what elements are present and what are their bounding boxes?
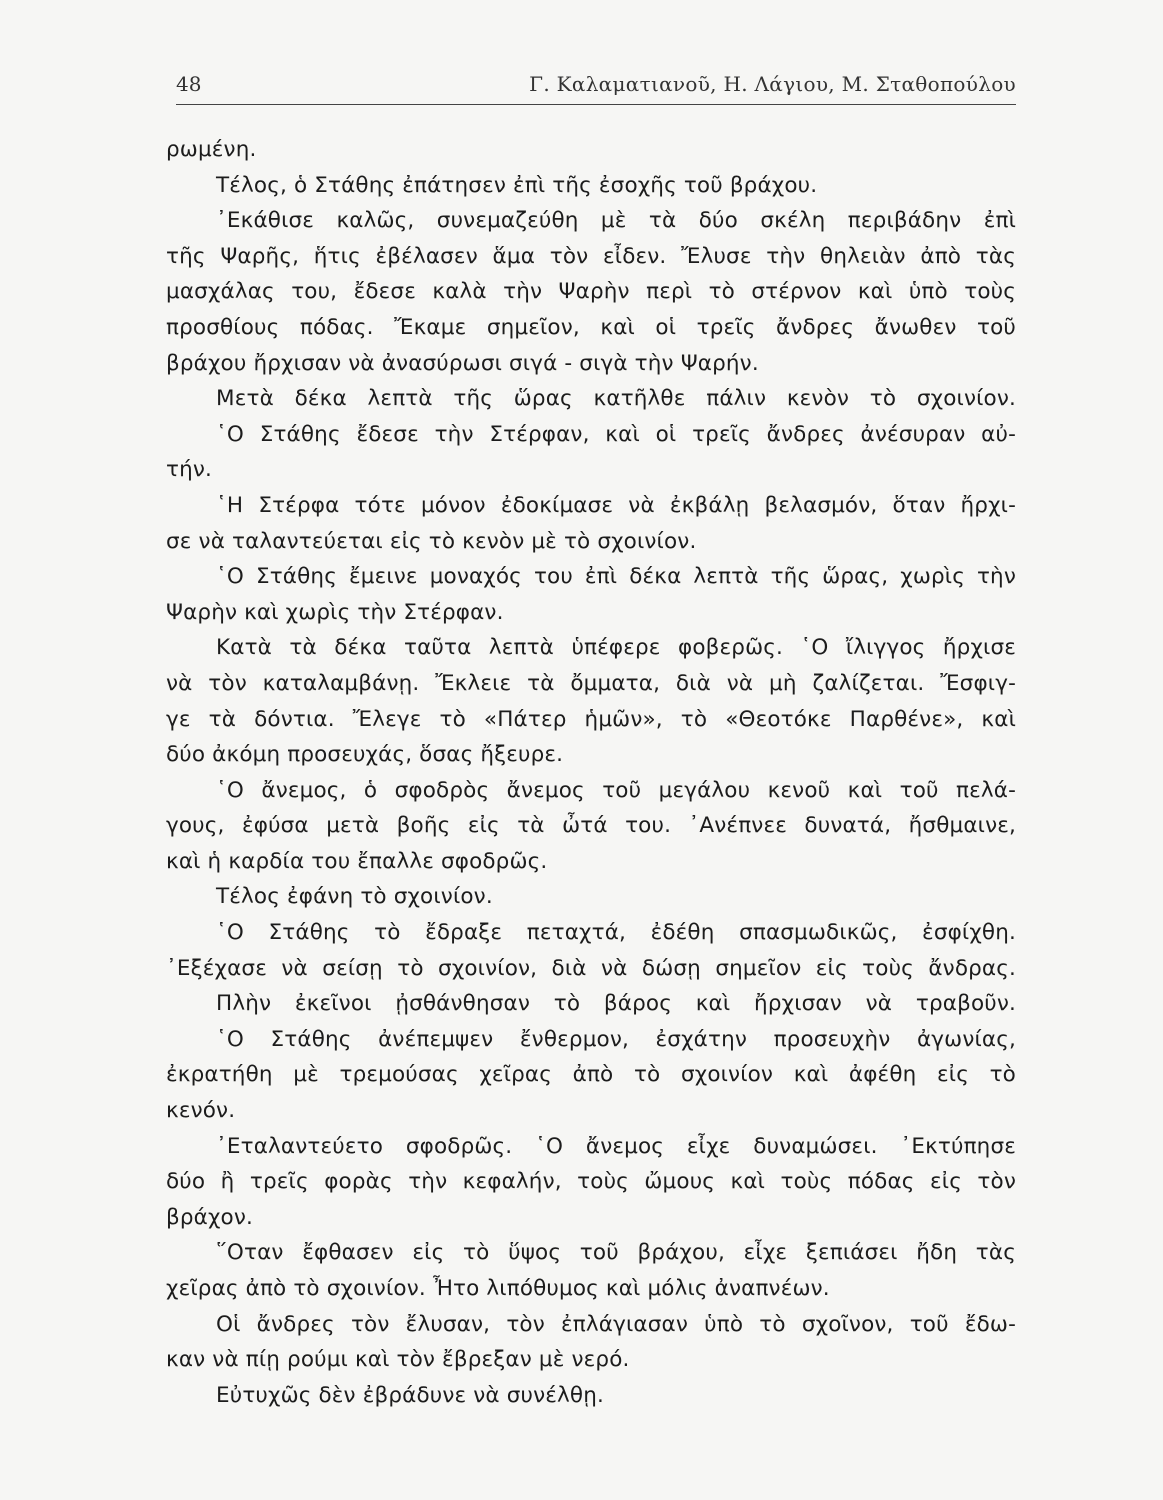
text-line: μασχάλας του, ἔδεσε καλὰ τὴν Ψαρὴν περὶ τὸ στέρνον καὶ ὑπὸ τοὺς — [166, 279, 1016, 305]
text-line: νὰ τὸν καταλαμβάνῃ. Ἔκλειε τὰ ὄμματα, διὰ νὰ μὴ ζαλίζεται. Ἔσφιγ- — [166, 670, 1016, 696]
text-line: βράχου ἤρχισαν νὰ ἀνασύρωσι σιγά - σιγὰ τὴν Ψαρήν. — [166, 350, 759, 376]
text-line: ῞Οταν ἔφθασεν εἰς τὸ ὕψος τοῦ βράχου, εἶχε ξεπιάσει ἤδη τὰς — [216, 1240, 1016, 1266]
text-line: Κατὰ τὰ δέκα ταῦτα λεπτὰ ὑπέφερε φοβερῶς. ῾Ο ἴλιγγος ἤρχισε — [216, 635, 1016, 661]
text-line: καὶ ἡ καρδία του ἔπαλλε σφοδρῶς. — [166, 848, 548, 874]
page-header — [176, 66, 1016, 102]
text-line: ᾿Εξέχασε νὰ σείσῃ τὸ σχοινίον, διὰ νὰ δώσῃ σημεῖον εἰς τοὺς ἄνδρας. — [166, 955, 1016, 981]
text-line: βράχον. — [166, 1204, 254, 1230]
text-line: γε τὰ δόντια. Ἔλεγε τὸ «Πάτερ ἡμῶν», τὸ «Θεοτόκε Παρθένε», καὶ — [166, 706, 1016, 732]
text-line: ᾿Εκάθισε καλῶς, συνεμαζεύθη μὲ τὰ δύο σκέλη περιβάδην ἐπὶ — [216, 208, 1016, 234]
text-line: ῾Ο ἄνεμος, ὁ σφοδρὸς ἄνεμος τοῦ μεγάλου κενοῦ καὶ τοῦ πελά- — [216, 777, 1016, 803]
text-line: δύο ἢ τρεῖς φορὰς τὴν κεφαλήν, τοὺς ὤμους καὶ τοὺς πόδας εἰς τὸν — [166, 1169, 1016, 1195]
text-line: τήν. — [166, 457, 213, 483]
text-line: Τέλος, ὁ Στάθης ἐπάτησεν ἐπὶ τῆς ἐσοχῆς τοῦ βράχου. — [216, 172, 818, 198]
text-line: ῾Η Στέρφα τότε μόνον ἐδοκίμασε νὰ ἐκβάλῃ βελασμόν, ὅταν ἤρχι- — [216, 492, 1016, 518]
header-rule — [176, 104, 1016, 105]
text-line: Εὐτυχῶς δὲν ἐβράδυνε νὰ συνέλθῃ. — [216, 1382, 604, 1408]
text-line: ἐκρατήθη μὲ τρεμούσας χεῖρας ἀπὸ τὸ σχοινίον καὶ ἀφέθη εἰς τὸ — [166, 1062, 1016, 1088]
text-line: Ψαρὴν καὶ χωρὶς τὴν Στέρφαν. — [166, 599, 504, 625]
text-line: χεῖρας ἀπὸ τὸ σχοινίον. Ἦτο λιπόθυμος καὶ μόλις ἀναπνέων. — [166, 1276, 830, 1301]
text-line: Τέλος ἐφάνη τὸ σχοινίον. — [216, 884, 493, 910]
text-line: σε νὰ ταλαντεύεται εἰς τὸ κενὸν μὲ τὸ σχοινίον. — [166, 528, 697, 554]
text-line: τῆς Ψαρῆς, ἥτις ἐβέλασεν ἅμα τὸν εἶδεν. Ἔλυσε τὴν θηλειὰν ἀπὸ τὰς — [166, 243, 1016, 269]
text-line: Οἱ ἄνδρες τὸν ἔλυσαν, τὸν ἐπλάγιασαν ὑπὸ τὸ σχοῖνον, τοῦ ἔδω- — [216, 1311, 1016, 1337]
body-text — [166, 132, 1016, 1413]
text-line: κενόν. — [166, 1098, 236, 1124]
text-line: δύο ἀκόμη προσευχάς, ὅσας ἤξευρε. — [166, 742, 564, 768]
text-line: γους, ἐφύσα μετὰ βοῆς εἰς τὰ ὦτά του. ᾿Ανέπνεε δυνατά, ἤσθμαινε, — [166, 813, 1016, 839]
running-head: Γ. Καλαματιανοῦ, Η. Λάγιου, Μ. Σταθοπούλου — [529, 72, 1016, 96]
text-line: Μετὰ δέκα λεπτὰ τῆς ὥρας κατῆλθε πάλιν κενὸν τὸ σχοινίον. — [216, 386, 1016, 412]
text-line: ρωμένη. — [166, 137, 257, 162]
text-line: Πλὴν ἐκεῖνοι ᾐσθάνθησαν τὸ βάρος καὶ ἤρχισαν νὰ τραβοῦν. — [216, 991, 1016, 1017]
text-line: καν νὰ πίῃ ρούμι καὶ τὸν ἔβρεξαν μὲ νερό. — [166, 1347, 630, 1373]
text-line: ᾿Εταλαντεύετο σφοδρῶς. ῾Ο ἄνεμος εἶχε δυναμώσει. ᾿Εκτύπησε — [216, 1133, 1016, 1159]
page-number: 48 — [176, 72, 202, 96]
text-line: ῾Ο Στάθης ἔμεινε μοναχός του ἐπὶ δέκα λεπτὰ τῆς ὥρας, χωρὶς τὴν — [216, 564, 1016, 590]
text-line: προσθίους πόδας. Ἔκαμε σημεῖον, καὶ οἱ τρεῖς ἄνδρες ἄνωθεν τοῦ — [166, 314, 1016, 340]
text-line: ῾Ο Στάθης τὸ ἔδραξε πεταχτά, ἐδέθη σπασμωδικῶς, ἐσφίχθη. — [216, 920, 1016, 946]
text-line: ῾Ο Στάθης ἀνέπεμψεν ἔνθερμον, ἐσχάτην προσευχὴν ἀγωνίας, — [216, 1026, 1016, 1052]
text-line: ῾Ο Στάθης ἔδεσε τὴν Στέρφαν, καὶ οἱ τρεῖς ἄνδρες ἀνέσυραν αὐ- — [216, 421, 1016, 447]
